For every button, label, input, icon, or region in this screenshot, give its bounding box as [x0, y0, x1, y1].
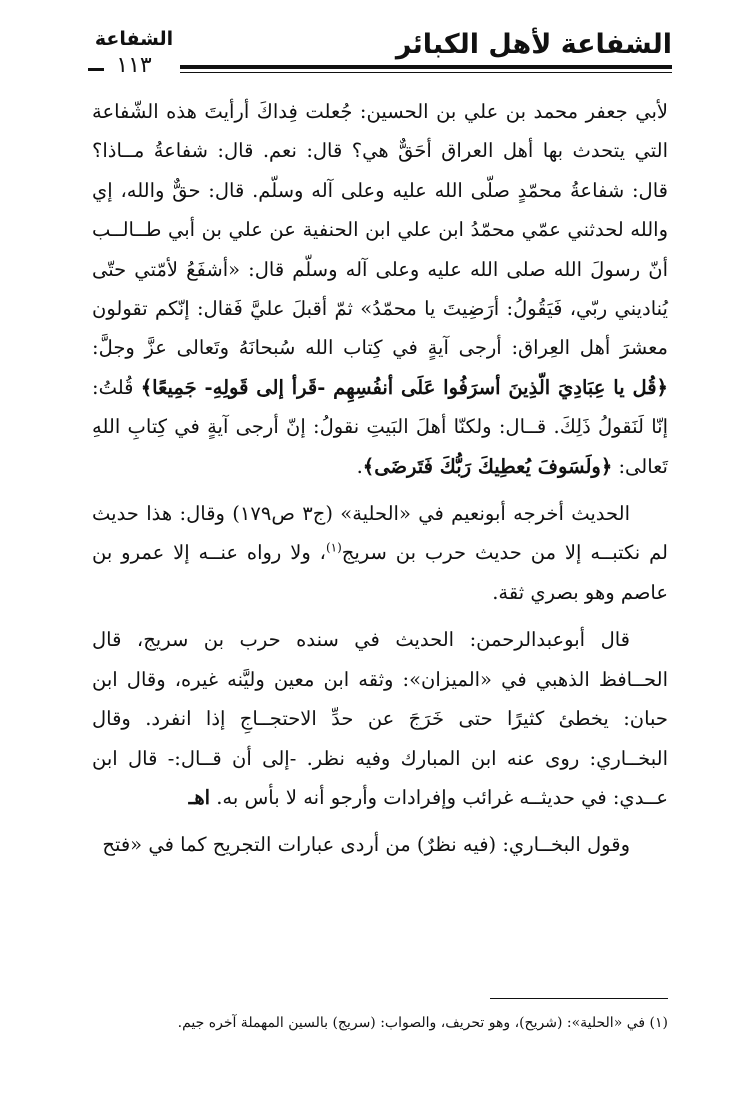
quran-verse: ﴿ولَسَوفَ يُعطِيكَ رَبُّكَ فَتَرضَى﴾ [362, 454, 613, 478]
footnote-text: في «الحلية»: (شريح)، وهو تحريف، والصواب: (سريج) بالسين المهملة آخره جيم. [177, 1015, 646, 1031]
text-segment: قُلتُ: إنّا لَنَقولُ ذَلِكَ. قــال: ولكنّا أهلَ البَيتِ نقولُ: إنّ أرجى آيةٍ في كِتابِ اللهِ تَعالى: [92, 375, 668, 478]
text-segment: ، ولا رواه عنــه إلا عمرو بن عاصم وهو بصري ثقة. [92, 541, 668, 604]
text-segment: لأبي جعفر محمد بن علي بن الحسين: جُعلت فِداكَ أرأيتَ هذه الشّفاعة التي يتحدث بها أهل العراق أحَقٌّ هي؟ قال: نعم. قال: شفاعةُ مــاذا؟ قال: شفاعةُ محمّدٍ صلّى الله عليه وعلى آله وسلّم. قال: حقٌّ والله، إي والله لحدثني عمّي محمّدُ ابن علي ابن الحنفية عن علي بن أبي طــالــب أنّ رسولَ الله صلى الله عليه وعلى آله وسلّم قال: «أشفَعُ لأمّتي حتّى يُناديني ربّي، فَيَقُولُ: أرَضِيتَ يا محمّدُ» ثمّ أقبلَ عليَّ فَقال: إنّكم تقولون معشرَ أهل العِراق: أرجى آيةٍ في كِتاب الله سُبحانَهُ وتَعالى عزَّ وجلَّ: [92, 100, 668, 360]
header-rule-thick [180, 65, 672, 69]
paragraph-commentary [92, 620, 668, 817]
end-quote-marker: اهـ [188, 785, 211, 809]
header-emblem: الشفاعة [94, 28, 174, 50]
text-segment: قال أبوعبدالرحمن: الحديث في سنده حرب بن سريج، قال الحــافظ الذهبي في «الميزان»: وثقه ابن معين وليَّنه غيره، وقال ابن حبان: يخطئ كثيرًا حتى خَرَجَ عن حدِّ الاحتجــاجِ إذا انفرد. وقال البخــاري: روى عنه ابن المبارك وفيه نظر. -إلى أن قــال:- قال ابن عــدي: في حديثــه غرائب وإفرادات وأرجو أنه لا بأس به. [92, 628, 668, 809]
text-segment: . [356, 454, 363, 478]
page-number: ١١٣ [116, 53, 152, 78]
main-text [92, 92, 668, 873]
footnote-separator [490, 998, 668, 999]
paragraph-hadith [92, 92, 668, 486]
paragraph-takhrij [92, 494, 668, 612]
text-segment: الحديث أخرجه أبونعيم في «الحلية» (ج٣ ص١٧٩) وقال: هذا حديث لم نكتبــه إلا من حديث حرب بن سريج [92, 502, 668, 565]
page-header [88, 28, 672, 78]
text-segment: وقول البخــاري: (فيه نظرٌ) من أردى عبارات التجريح كما في «فتح [102, 833, 630, 857]
running-title: الشفاعة لأهل الكبائر [395, 29, 672, 60]
header-rule-thin [180, 72, 672, 73]
quran-verse: ﴿قُل يا عِبَادِيَ الّذِينَ أسرَفُوا عَلَى أنفُسِهِم -قَرأ إلى قَولِهِ- جَمِيعًا﴾ [140, 375, 668, 399]
page-number-dash [88, 68, 104, 71]
footnote-marker: (١) [649, 1015, 668, 1031]
footnote-reference[interactable]: (١) [325, 540, 342, 555]
footnote [92, 1012, 668, 1034]
paragraph-bukhari [92, 825, 668, 864]
